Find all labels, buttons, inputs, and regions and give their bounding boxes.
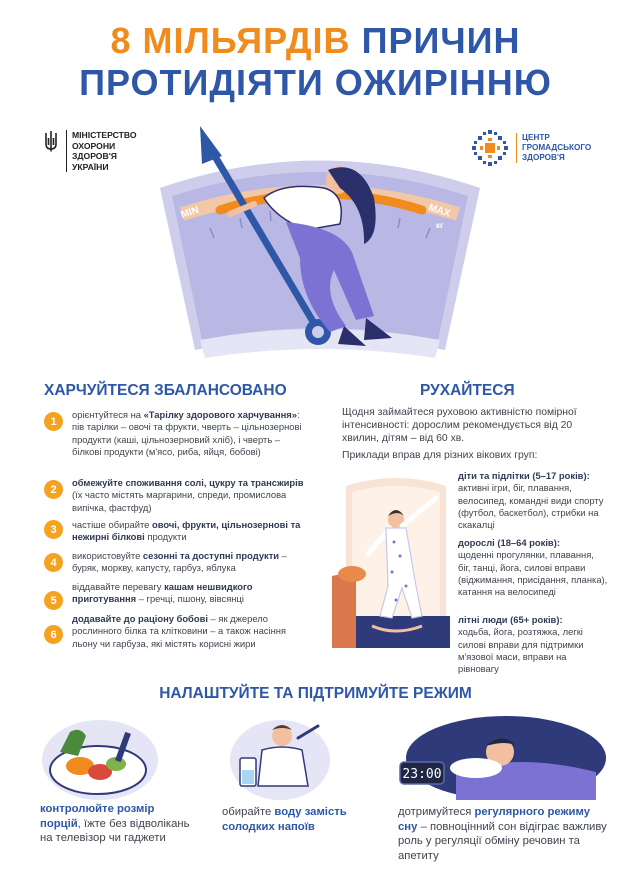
- trident-icon: [44, 130, 58, 152]
- title-line1-rest: ПРИЧИН: [361, 20, 521, 61]
- step-badge: 4: [44, 553, 63, 572]
- scale-unit-label: кг: [436, 221, 444, 230]
- water-drinking-illustration: [222, 716, 332, 802]
- step-badge: 3: [44, 520, 63, 539]
- tip-portions: контролюйте розмір порцій, їжте без відволікань на телевізор чи гаджети: [40, 803, 190, 845]
- step-badge: 2: [44, 480, 63, 499]
- nutrition-tip: додавайте до раціону бобові – як джерело рослинного білка та клітковини – а також насіння льону чи гарбуза, які містять корисні жири: [72, 613, 287, 649]
- tip-sleep: дотримуйтеся регулярного режиму сну – повноцінний сон відіграє важливу роль у регуляції обміну речовин та апетиту: [398, 806, 607, 862]
- tip-water: обирайте воду замість солодких напоїв: [222, 806, 347, 833]
- nutrition-tip: використовуйте сезонні та доступні продукти – буряк, моркву, капусту, гарбуз, яблука: [72, 550, 287, 574]
- ministry-logo-line: ЗДОРОВ'Я: [72, 151, 117, 161]
- ministry-logo: [44, 130, 137, 172]
- age-group-children: діти та підлітки (5–17 років): активні ігри, біг, плавання, велосипед, командні види спорту (футбол, баскетбол), стрибки на скакалці: [458, 470, 604, 531]
- ministry-logo-line: УКРАЇНИ: [72, 161, 109, 172]
- regime-heading: НАЛАШТУЙТЕ ТА ПІДТРИМУЙТЕ РЕЖИМ: [159, 685, 472, 702]
- step-badge: 6: [44, 625, 63, 644]
- food-plate-illustration: [40, 712, 160, 802]
- scale-min-label: MIN: [179, 204, 201, 221]
- activity-examples-intro: Приклади вправ для різних вікових груп:: [342, 450, 538, 461]
- nutrition-tip: віддавайте перевагу кашам нешвидкого приготування – гречці, пшону, вівсянці: [72, 581, 253, 605]
- scale-max-label: MAX: [427, 202, 452, 220]
- stretching-woman-illustration: [332, 476, 460, 648]
- step-badge: 1: [44, 412, 63, 431]
- sleeping-person-illustration: [396, 712, 606, 802]
- activity-intro: Щодня займайтеся руховою активністю помірної інтенсивності: дорослим рекомендується від 20 хвилин, дітям – від 60 хв.: [342, 407, 577, 444]
- scale-illustration: [160, 118, 480, 368]
- step-badge: 5: [44, 591, 63, 610]
- phc-logo-line: ГРОМАДСЬКОГО: [522, 143, 592, 152]
- clock-time: 23:00: [402, 767, 442, 782]
- nutrition-heading: ХАРЧУЙТЕСЯ ЗБАЛАНСОВАНО: [44, 382, 287, 399]
- page-title: [0, 20, 631, 104]
- title-highlight: 8 МІЛЬЯРДІВ: [110, 20, 351, 61]
- activity-heading: РУХАЙТЕСЯ: [420, 382, 515, 399]
- title-line2: ПРОТИДІЯТИ ОЖИРІННЮ: [79, 62, 552, 103]
- nutrition-tip: частіше обирайте овочі, фрукти, цільнозернові та нежирні білкові продукти: [72, 519, 301, 543]
- public-health-center-logo: [470, 128, 592, 168]
- nutrition-tip: орієнтуйтеся на «Тарілку здорового харчування»: пів тарілки – овочі та фрукти, чверть – цільнозернові продукти (каші, цільнозерновий хліб), і чверть – білкові продукти (м'ясо, риба, яйця, бобові): [72, 409, 302, 457]
- phc-logo-line: ЦЕНТР: [522, 133, 550, 142]
- age-group-adults: дорослі (18–64 років): щоденні прогулянки, плавання, біг, танці, йога, силові вправи (віджимання, присідання, планка), катання на велосипеді: [458, 537, 608, 598]
- phc-logo-line: ЗДОРОВ'Я: [522, 153, 565, 162]
- age-group-seniors: літні люди (65+ років): ходьба, йога, розтяжка, легкі силові вправи для підтримки м'язової маси, вправи на рівновагу: [458, 614, 584, 675]
- ministry-logo-line: МІНІСТЕРСТВО: [72, 130, 137, 140]
- nutrition-tip: обмежуйте споживання солі, цукру та трансжирів (їх часто містять маргарини, спреди, промислова випічка, фастфуд): [72, 477, 304, 513]
- ministry-logo-line: ОХОРОНИ: [72, 140, 116, 151]
